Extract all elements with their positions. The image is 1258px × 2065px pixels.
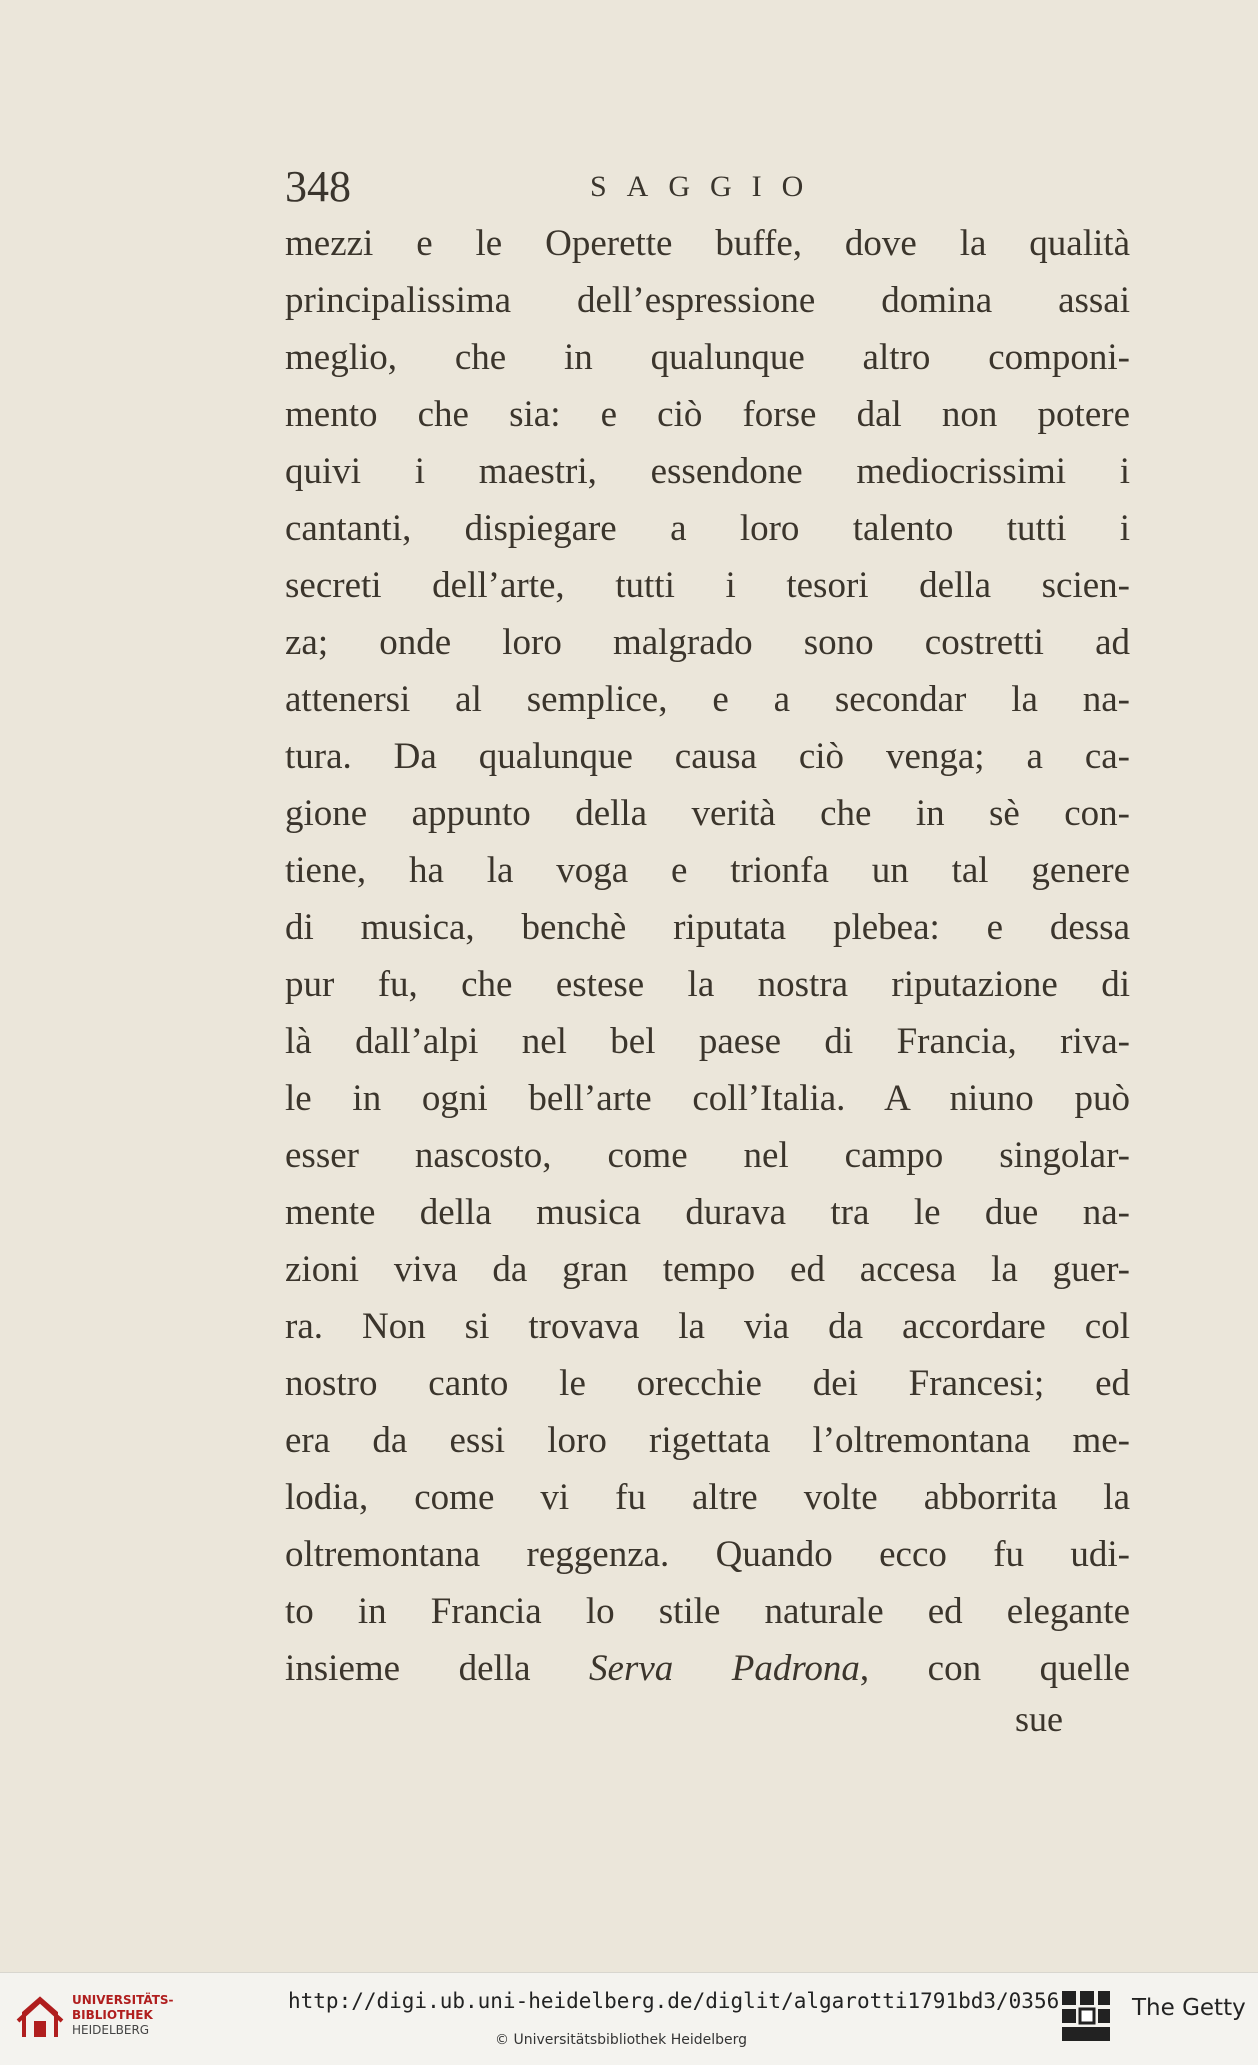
page-number: 348 <box>285 162 351 211</box>
library-name-line2: BIBLIOTHEK <box>72 2008 153 2022</box>
library-city: HEIDELBERG <box>72 2023 150 2037</box>
library-name <box>72 1993 174 2038</box>
text-line: là dall’alpi nel bel paese di Francia, riva- <box>285 1021 1130 1062</box>
text-line: lodia, come vi fu altre volte abborrita la <box>285 1477 1130 1518</box>
text-line: quivi i maestri, essendone mediocrissimi i <box>285 451 1130 492</box>
catchword: sue <box>1015 1699 1063 1739</box>
text-line: mezzi e le Operette buffe, dove la qualità <box>285 223 1130 264</box>
text-line: za; onde loro malgrado sono costretti ad <box>285 622 1130 663</box>
text-line: era da essi loro rigettata l’oltremontana me- <box>285 1420 1130 1461</box>
getty-logo-icon <box>1060 1987 1112 2047</box>
text-line: tiene, ha la voga e trionfa un tal genere <box>285 850 1130 891</box>
text-line: mento che sia: e ciò forse dal non potere <box>285 394 1130 435</box>
text-line: to in Francia lo stile naturale ed elegante <box>285 1591 1130 1632</box>
text-line: ra. Non si trovava la via da accordare col <box>285 1306 1130 1347</box>
text-line: gione appunto della verità che in sè con- <box>285 793 1130 834</box>
text-line: le in ogni bell’arte coll’Italia. A niuno può <box>285 1078 1130 1119</box>
library-name-line1: UNIVERSITÄTS- <box>72 1993 174 2007</box>
text-line-last <box>285 1640 1130 1697</box>
text-line: di musica, benchè riputata plebea: e dessa <box>285 907 1130 948</box>
running-title: SAGGIO <box>590 170 824 203</box>
body-text <box>285 215 1130 1697</box>
page-header <box>285 162 1145 212</box>
text-line: zioni viva da gran tempo ed accesa la guer- <box>285 1249 1130 1290</box>
text-line: attenersi al semplice, e a secondar la na- <box>285 679 1130 720</box>
text-line: tura. Da qualunque causa ciò venga; a ca- <box>285 736 1130 777</box>
text-line: esser nascosto, come nel campo singolar- <box>285 1135 1130 1176</box>
text-line: pur fu, che estese la nostra riputazione di <box>285 964 1130 1005</box>
footer-bar <box>0 1972 1258 2065</box>
last-line-end: , con quelle <box>859 1648 1131 1689</box>
work-title-italic: Serva Padrona <box>589 1648 860 1689</box>
text-line: principalissima dell’espressione domina assai <box>285 280 1130 321</box>
text-line: nostro canto le orecchie dei Francesi; ed <box>285 1363 1130 1404</box>
text-line: secreti dell’arte, tutti i tesori della scien- <box>285 565 1130 606</box>
text-line: mente della musica durava tra le due na- <box>285 1192 1130 1233</box>
permalink-url[interactable]: http://digi.ub.uni-heidelberg.de/diglit/algarotti1791bd3/0356 <box>288 1989 1060 2013</box>
text-line: meglio, che in qualunque altro componi- <box>285 337 1130 378</box>
ub-heidelberg-logo-icon <box>14 1991 66 2043</box>
copyright-notice: © Universitätsbibliothek Heidelberg <box>495 2032 748 2048</box>
partner-name: The Getty <box>1132 1995 1246 2021</box>
text-line: cantanti, dispiegare a loro talento tutti i <box>285 508 1130 549</box>
last-line-start: insieme della <box>285 1648 531 1689</box>
text-line: oltremontana reggenza. Quando ecco fu udi- <box>285 1534 1130 1575</box>
